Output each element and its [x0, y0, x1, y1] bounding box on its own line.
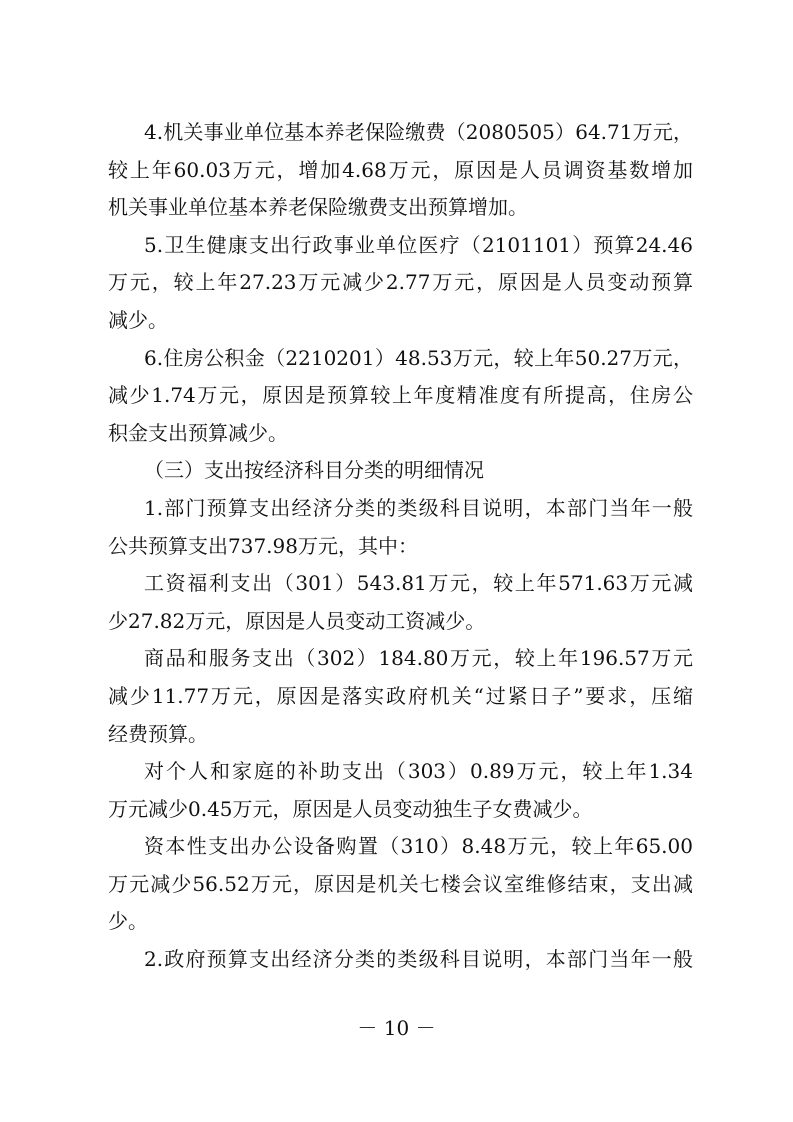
page-number: － 10 － [357, 1016, 436, 1040]
paragraph [108, 490, 693, 565]
paragraph [108, 640, 693, 753]
text-line: 减少11.77万元，原因是落实政府机关“过紧日子”要求，压缩 [108, 683, 693, 708]
text-line: 万元减少56.52万元，原因是机关七楼会议室维修结束，支出减 [108, 871, 693, 896]
section-heading-text: （三）支出按经济科目分类的明细情况 [144, 458, 484, 483]
text-line: 4.机关事业单位基本养老保险缴费（2080505）64.71万元， [144, 120, 693, 144]
text-line: 工资福利支出（301）543.81万元，较上年571.63万元减 [144, 571, 693, 596]
paragraph [108, 941, 693, 979]
text-line: 机关事业单位基本养老保险缴费支出预算增加。 [108, 195, 528, 220]
text-line: 对个人和家庭的补助支出（303）0.89万元，较上年1.34 [144, 759, 693, 784]
text-line: 经费预算。 [108, 721, 208, 746]
text-line: 少27.82万元，原因是人员变动工资减少。 [108, 608, 486, 633]
text-line: 少。 [108, 909, 148, 934]
paragraph [108, 114, 693, 227]
text-line: 减少1.74万元，原因是预算较上年度精准度有所提高，住房公 [108, 383, 693, 408]
paragraph [108, 828, 693, 941]
paragraph [108, 227, 693, 340]
text-line: 公共预算支出737.98万元，其中： [108, 533, 418, 558]
text-line: 万元，较上年27.23万元减少2.77万元，原因是人员变动预算 [108, 270, 693, 295]
text-line: 万元减少0.45万元，原因是人员变动独生子女费减少。 [108, 796, 593, 821]
paragraph [108, 753, 693, 828]
text-line: 2.政府预算支出经济分类的类级科目说明，本部门当年一般 [144, 947, 693, 972]
paragraph [108, 565, 693, 640]
document-body [108, 114, 693, 979]
text-line: 较上年60.03万元，增加4.68万元，原因是人员调资基数增加 [108, 157, 693, 182]
text-line: 商品和服务支出（302）184.80万元，较上年196.57万元 [144, 646, 693, 671]
text-line: 1.部门预算支出经济分类的类级科目说明，本部门当年一般 [144, 495, 693, 520]
text-line: 减少。 [108, 307, 168, 332]
text-line: 6.住房公积金（2210201）48.53万元，较上年50.27万元， [144, 345, 693, 370]
text-line: 积金支出预算减少。 [108, 420, 288, 445]
text-line: 资本性支出办公设备购置（310）8.48万元，较上年65.00 [144, 834, 693, 859]
paragraph [108, 340, 693, 453]
text-line: 5.卫生健康支出行政事业单位医疗（2101101）预算24.46 [144, 232, 693, 257]
section-heading [108, 452, 693, 490]
